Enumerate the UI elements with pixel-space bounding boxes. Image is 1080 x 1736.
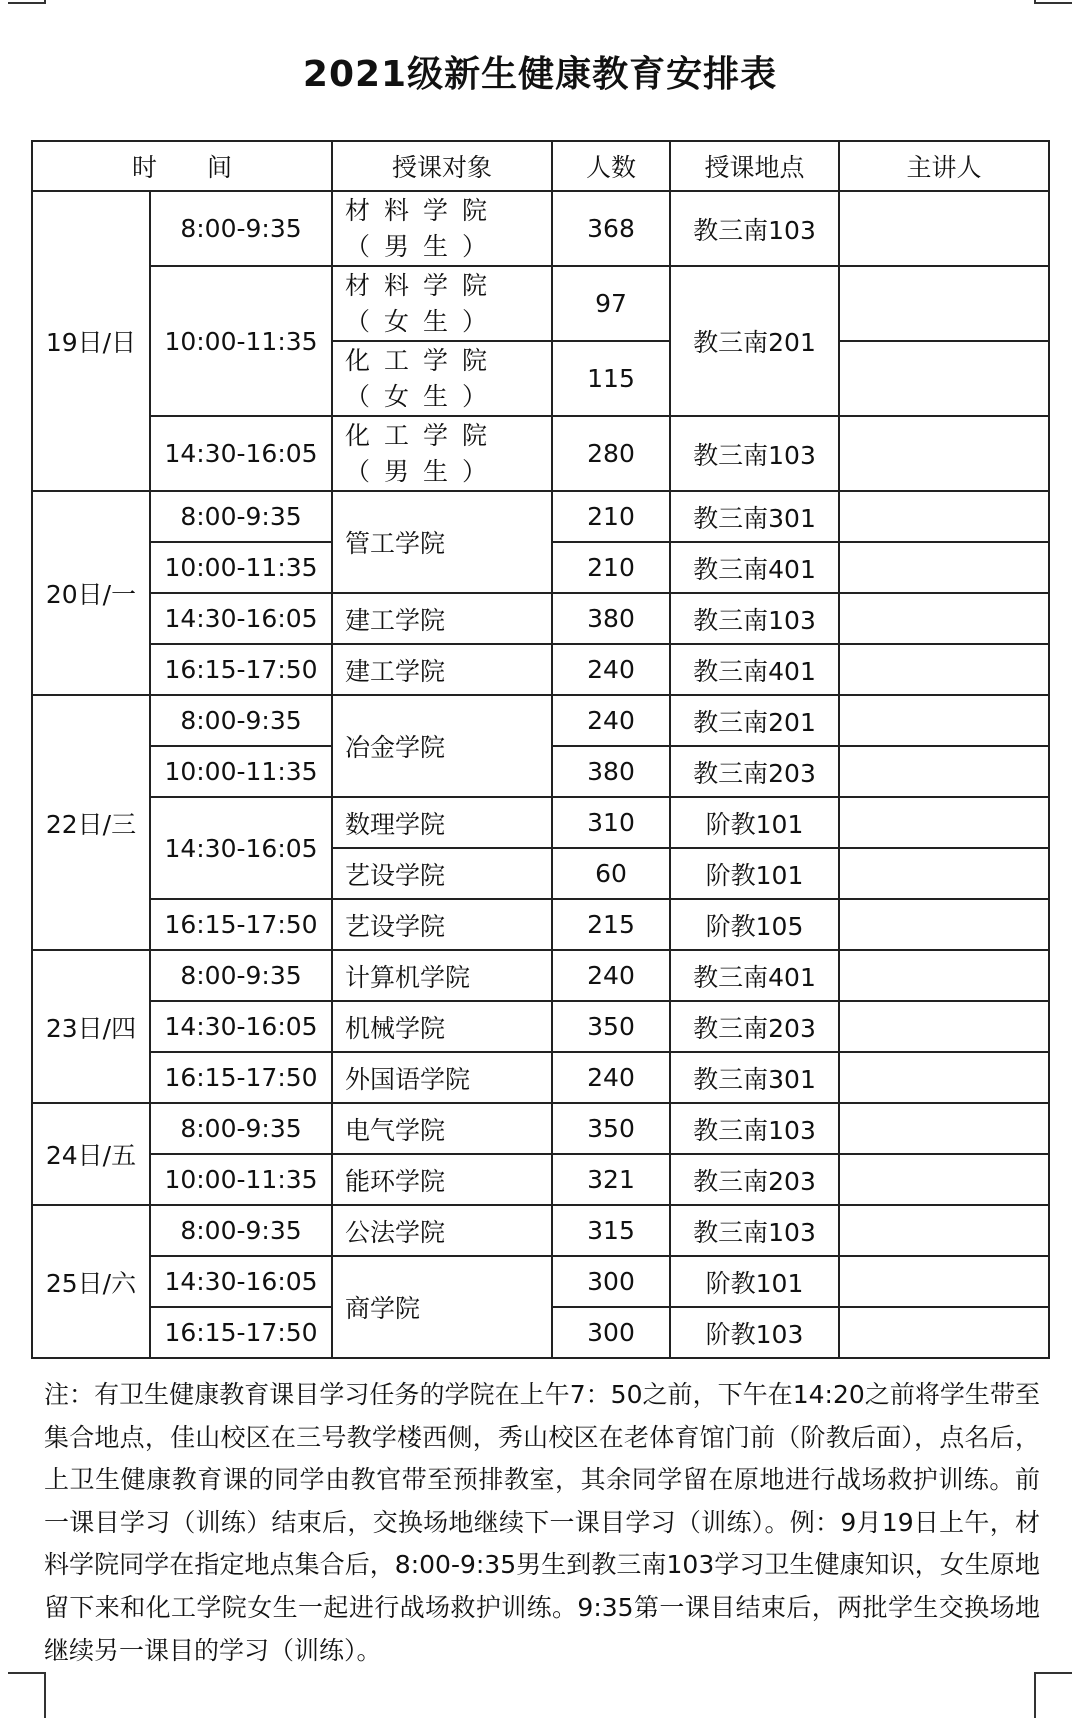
count-cell: 350 xyxy=(552,1001,670,1052)
count-cell: 97 xyxy=(552,266,670,341)
time-cell: 8:00-9:35 xyxy=(150,695,332,746)
speaker-cell xyxy=(839,1307,1049,1358)
location-cell: 阶教101 xyxy=(670,797,839,848)
count-cell: 350 xyxy=(552,1103,670,1154)
target-cell: 机械学院 xyxy=(332,1001,552,1052)
target-cell: 化工学院（女生） xyxy=(332,341,552,416)
count-cell: 280 xyxy=(552,416,670,491)
location-cell: 教三南203 xyxy=(670,1154,839,1205)
target-cell: 艺设学院 xyxy=(332,899,552,950)
day-cell: 24日/五 xyxy=(32,1103,150,1205)
day-cell: 23日/四 xyxy=(32,950,150,1103)
schedule-table xyxy=(31,140,1050,1359)
header-target: 授课对象 xyxy=(332,141,552,191)
speaker-cell xyxy=(839,1001,1049,1052)
speaker-cell xyxy=(839,593,1049,644)
location-cell: 教三南201 xyxy=(670,695,839,746)
count-cell: 380 xyxy=(552,746,670,797)
target-cell: 计算机学院 xyxy=(332,950,552,1001)
time-cell: 14:30-16:05 xyxy=(150,1001,332,1052)
location-cell: 教三南103 xyxy=(670,593,839,644)
location-cell: 教三南103 xyxy=(670,416,839,491)
speaker-cell xyxy=(839,746,1049,797)
time-cell: 14:30-16:05 xyxy=(150,797,332,899)
location-cell: 教三南201 xyxy=(670,266,839,416)
table-row xyxy=(32,950,1049,1001)
table-row xyxy=(32,266,1049,341)
speaker-cell xyxy=(839,1256,1049,1307)
count-cell: 240 xyxy=(552,644,670,695)
target-cell: 公法学院 xyxy=(332,1205,552,1256)
day-cell: 25日/六 xyxy=(32,1205,150,1358)
count-cell: 310 xyxy=(552,797,670,848)
target-cell: 商学院 xyxy=(332,1256,552,1358)
header-time: 时 间 xyxy=(32,141,332,191)
speaker-cell xyxy=(839,848,1049,899)
time-cell: 16:15-17:50 xyxy=(150,1052,332,1103)
target-cell: 艺设学院 xyxy=(332,848,552,899)
location-cell: 教三南203 xyxy=(670,1001,839,1052)
speaker-cell xyxy=(839,644,1049,695)
location-cell: 阶教101 xyxy=(670,1256,839,1307)
speaker-cell xyxy=(839,542,1049,593)
speaker-cell xyxy=(839,797,1049,848)
count-cell: 240 xyxy=(552,695,670,746)
table-row xyxy=(32,191,1049,266)
count-cell: 300 xyxy=(552,1256,670,1307)
location-cell: 教三南401 xyxy=(670,644,839,695)
target-cell: 能环学院 xyxy=(332,1154,552,1205)
target-cell: 冶金学院 xyxy=(332,695,552,797)
crop-mark-top-left xyxy=(8,0,46,4)
count-cell: 321 xyxy=(552,1154,670,1205)
speaker-cell xyxy=(839,899,1049,950)
location-cell: 教三南103 xyxy=(670,1205,839,1256)
target-cell: 材料学院（男生） xyxy=(332,191,552,266)
speaker-cell xyxy=(839,1154,1049,1205)
location-cell: 阶教101 xyxy=(670,848,839,899)
table-row xyxy=(32,1052,1049,1103)
location-cell: 教三南301 xyxy=(670,491,839,542)
location-cell: 教三南103 xyxy=(670,191,839,266)
table-row xyxy=(32,1103,1049,1154)
crop-mark-bottom-left xyxy=(8,1672,46,1718)
location-cell: 教三南203 xyxy=(670,746,839,797)
count-cell: 215 xyxy=(552,899,670,950)
table-row xyxy=(32,593,1049,644)
target-cell: 电气学院 xyxy=(332,1103,552,1154)
table-row xyxy=(32,416,1049,491)
target-cell: 数理学院 xyxy=(332,797,552,848)
table-row xyxy=(32,695,1049,746)
speaker-cell xyxy=(839,341,1049,416)
table-row xyxy=(32,899,1049,950)
table-row xyxy=(32,1154,1049,1205)
document-title: 2021级新生健康教育安排表 xyxy=(302,54,778,95)
time-cell: 10:00-11:35 xyxy=(150,1154,332,1205)
location-cell: 阶教103 xyxy=(670,1307,839,1358)
count-cell: 315 xyxy=(552,1205,670,1256)
location-cell: 教三南301 xyxy=(670,1052,839,1103)
count-cell: 240 xyxy=(552,1052,670,1103)
target-cell: 外国语学院 xyxy=(332,1052,552,1103)
crop-mark-bottom-right xyxy=(1034,1672,1072,1718)
speaker-cell xyxy=(839,491,1049,542)
time-cell: 14:30-16:05 xyxy=(150,593,332,644)
table-row xyxy=(32,797,1049,848)
day-cell: 20日/一 xyxy=(32,491,150,695)
location-cell: 阶教105 xyxy=(670,899,839,950)
count-cell: 380 xyxy=(552,593,670,644)
table-header-row xyxy=(32,141,1049,191)
time-cell: 14:30-16:05 xyxy=(150,416,332,491)
time-cell: 10:00-11:35 xyxy=(150,746,332,797)
time-cell: 10:00-11:35 xyxy=(150,542,332,593)
time-cell: 8:00-9:35 xyxy=(150,950,332,1001)
header-location: 授课地点 xyxy=(670,141,839,191)
crop-mark-top-right xyxy=(1034,0,1072,4)
footnote-paragraph: 注：有卫生健康教育课目学习任务的学院在上午7：50之前，下午在14:20之前将学生带至集合地点，佳山校区在三号教学楼西侧，秀山校区在老体育馆门前（阶教后面），点名后，上卫生健康教育课的同学由教官带至预排教室，其余同学留在原地进行战场救护训练。前一课目学习（训练）结束后，交换场地继续下一课目学习（训练）。例：9月19日上午，材料学院同学在指定地点集合后，8:00-9:35男生到教三南103学习卫生健康知识，女生原地留下来和化工学院女生一起进行战场救护训练。9:35第一课目结束后，两批学生交换场地继续另一课目的学习（训练）。 xyxy=(44,1380,1040,1665)
count-cell: 60 xyxy=(552,848,670,899)
time-cell: 16:15-17:50 xyxy=(150,644,332,695)
count-cell: 300 xyxy=(552,1307,670,1358)
speaker-cell xyxy=(839,191,1049,266)
table-row xyxy=(32,491,1049,542)
location-cell: 教三南401 xyxy=(670,950,839,1001)
time-cell: 8:00-9:35 xyxy=(150,1205,332,1256)
speaker-cell xyxy=(839,1052,1049,1103)
time-cell: 14:30-16:05 xyxy=(150,1256,332,1307)
target-cell: 建工学院 xyxy=(332,593,552,644)
speaker-cell xyxy=(839,1103,1049,1154)
time-cell: 8:00-9:35 xyxy=(150,491,332,542)
header-count: 人数 xyxy=(552,141,670,191)
speaker-cell xyxy=(839,950,1049,1001)
table-row xyxy=(32,1001,1049,1052)
day-cell: 19日/日 xyxy=(32,191,150,491)
target-cell: 材料学院（女生） xyxy=(332,266,552,341)
time-cell: 16:15-17:50 xyxy=(150,899,332,950)
header-speaker: 主讲人 xyxy=(839,141,1049,191)
count-cell: 240 xyxy=(552,950,670,1001)
location-cell: 教三南103 xyxy=(670,1103,839,1154)
speaker-cell xyxy=(839,266,1049,341)
table-row xyxy=(32,1256,1049,1307)
time-cell: 8:00-9:35 xyxy=(150,191,332,266)
target-cell: 管工学院 xyxy=(332,491,552,593)
speaker-cell xyxy=(839,416,1049,491)
speaker-cell xyxy=(839,1205,1049,1256)
target-cell: 建工学院 xyxy=(332,644,552,695)
table-row xyxy=(32,1205,1049,1256)
day-cell: 22日/三 xyxy=(32,695,150,950)
time-cell: 8:00-9:35 xyxy=(150,1103,332,1154)
speaker-cell xyxy=(839,695,1049,746)
location-cell: 教三南401 xyxy=(670,542,839,593)
count-cell: 115 xyxy=(552,341,670,416)
time-cell: 16:15-17:50 xyxy=(150,1307,332,1358)
count-cell: 368 xyxy=(552,191,670,266)
count-cell: 210 xyxy=(552,491,670,542)
time-cell: 10:00-11:35 xyxy=(150,266,332,416)
target-cell: 化工学院（男生） xyxy=(332,416,552,491)
count-cell: 210 xyxy=(552,542,670,593)
table-row xyxy=(32,644,1049,695)
